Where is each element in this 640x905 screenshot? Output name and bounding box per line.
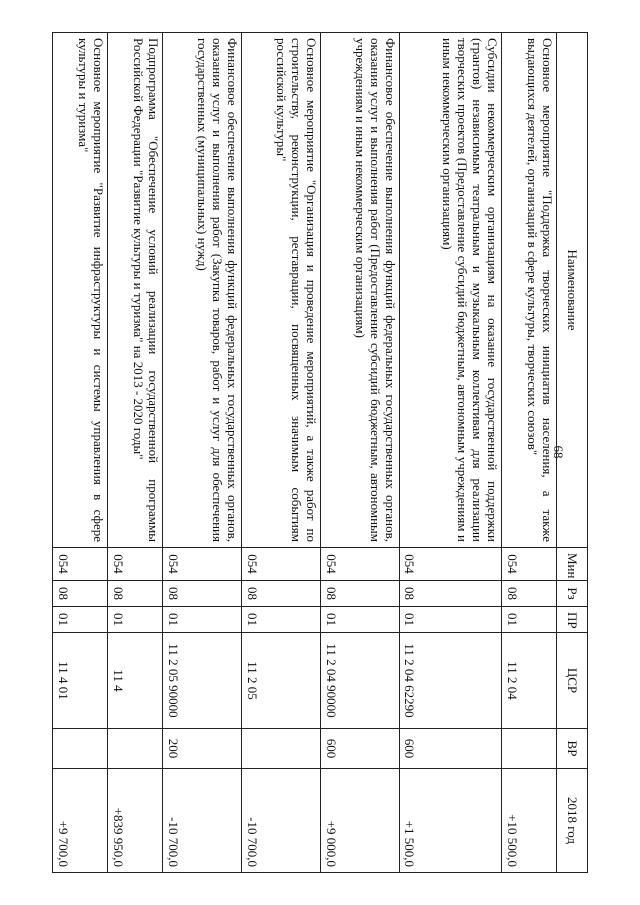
row-value: +9 700,0 [53,769,108,873]
header-min: Мин [557,548,588,581]
budget-table [52,32,588,873]
row-name: Субсидии некоммерческим организациям на оказание государственной поддержки (грантов) независимым театральным и музыкальным коллективам для реализации творческих проектов (Предоставление субсидий бюджетным, автономным учреждениям и иным некоммерческим организациям) [399,33,501,548]
table-row [242,33,321,873]
table-row [320,33,399,873]
row-csr: 11 2 04 62290 [399,633,501,729]
row-name: Основное мероприятие "Развитие инфраструктуры и системы управления в сфере культуры и туризма" [53,33,108,548]
row-value: +1 500,0 [399,769,501,873]
row-name: Подпрограмма "Обеспечение условий реализации государственной программы Российской Федерации "Развитие культуры и туризма" на 2013 - 2020 годы" [108,33,163,548]
row-rz: 08 [163,581,242,607]
row-vr [501,729,556,769]
row-csr: 11 4 01 [53,633,108,729]
row-rz: 08 [242,581,321,607]
row-min: 054 [163,548,242,581]
table-header-row [557,33,588,873]
row-vr: 200 [163,729,242,769]
rotated-page [52,32,588,872]
header-pr: ПР [557,607,588,633]
row-min: 054 [501,548,556,581]
row-rz: 08 [53,581,108,607]
row-csr: 11 2 04 [501,633,556,729]
table-row [108,33,163,873]
table-row [501,33,556,873]
row-min: 054 [108,548,163,581]
row-rz: 08 [320,581,399,607]
row-min: 054 [399,548,501,581]
row-value: +10 500,0 [501,769,556,873]
row-min: 054 [53,548,108,581]
row-vr [242,729,321,769]
row-name: Финансовое обеспечение выполнения функций федеральных государственных органов, оказания услуг и выполнения работ (Предоставление субсидий бюджетным, автономным учреждениям и иным некоммерческим организациям) [320,33,399,548]
row-vr: 600 [399,729,501,769]
row-csr: 11 4 [108,633,163,729]
table-row [53,33,108,873]
row-vr: 600 [320,729,399,769]
row-pr: 01 [108,607,163,633]
header-csr: ЦСР [557,633,588,729]
table-row [163,33,242,873]
row-rz: 08 [108,581,163,607]
page-number: 68 [551,445,566,459]
row-value: +9 000,0 [320,769,399,873]
header-year: 2018 год [557,769,588,873]
row-rz: 08 [501,581,556,607]
row-value: -10 700,0 [163,769,242,873]
header-rz: Рз [557,581,588,607]
row-pr: 01 [242,607,321,633]
header-vr: ВР [557,729,588,769]
row-min: 054 [320,548,399,581]
row-pr: 01 [320,607,399,633]
row-pr: 01 [501,607,556,633]
header-name: Наименование [557,33,588,548]
row-value: -10 700,0 [242,769,321,873]
row-csr: 11 2 05 [242,633,321,729]
row-name: Финансовое обеспечение выполнения функций федеральных государственных органов, оказания услуг и выполнения работ (Закупка товаров, работ и услуг для обеспечения государственных (муниципальных) нужд) [163,33,242,548]
row-min: 054 [242,548,321,581]
row-vr [108,729,163,769]
row-csr: 11 2 05 90000 [163,633,242,729]
row-name: Основное мероприятие "Организация и проведение мероприятий, а также работ по строительству, реконструкции, реставрации, посвященных значимым событиям российской культуры" [242,33,321,548]
row-name: Основное мероприятие "Поддержка творческих инициатив населения, а также выдающихся деятелей, организаций в сфере культуры, творческих союзов" [501,33,556,548]
table-row [399,33,501,873]
row-value: +839 950,0 [108,769,163,873]
row-pr: 01 [399,607,501,633]
row-pr: 01 [163,607,242,633]
row-rz: 08 [399,581,501,607]
row-pr: 01 [53,607,108,633]
row-vr [53,729,108,769]
row-csr: 11 2 04 90000 [320,633,399,729]
